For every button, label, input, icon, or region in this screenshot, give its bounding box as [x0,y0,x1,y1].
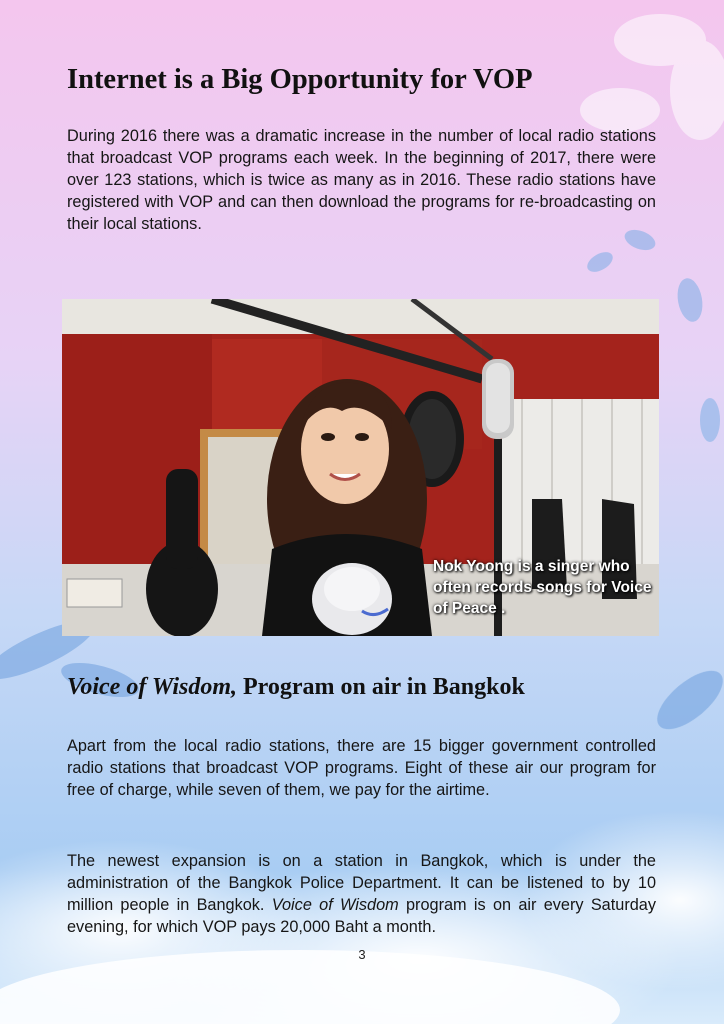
stations-paragraph: Apart from the local radio stations, there are 15 bigger government controlled radio stations that broadcast VOP programs. Eight of these air our program for free of charge, while seven of them, we pay for the airtime. [67,737,656,799]
section-heading-rest: Program on air in Bangkok [237,674,525,700]
intro-paragraph: During 2016 there was a dramatic increase in the number of local radio stations that broadcast VOP programs each week. In the beginning of 2017, there were over 123 stations, which is twice as many as in 2016. These radio stations have registered with VOP and can then download the programs for re-broadcasting on their local stations. [67,127,656,233]
bangkok-paragraph [67,850,656,938]
section-heading-program-name: Voice of Wisdom, [67,674,238,700]
photo-caption: Nok Yoong is a singer who often records songs for Voice of Peace . [433,558,652,617]
section-heading [67,674,525,701]
bangkok-paragraph-program-name: Voice of Wisdom [271,896,399,914]
page-number: 3 [358,947,366,962]
bangkok-paragraph-end: program is on air every Saturday evening, for which VOP pays 20,000 Baht a month. [67,896,656,936]
page-title: Internet is a Big Opportunity for VOP [67,64,533,95]
bangkok-paragraph-start: The newest expansion is on a station in Bangkok, which is under the administration of the Bangkok Police Department. It can be listened to by 10 million people in Bangkok. [67,852,656,914]
